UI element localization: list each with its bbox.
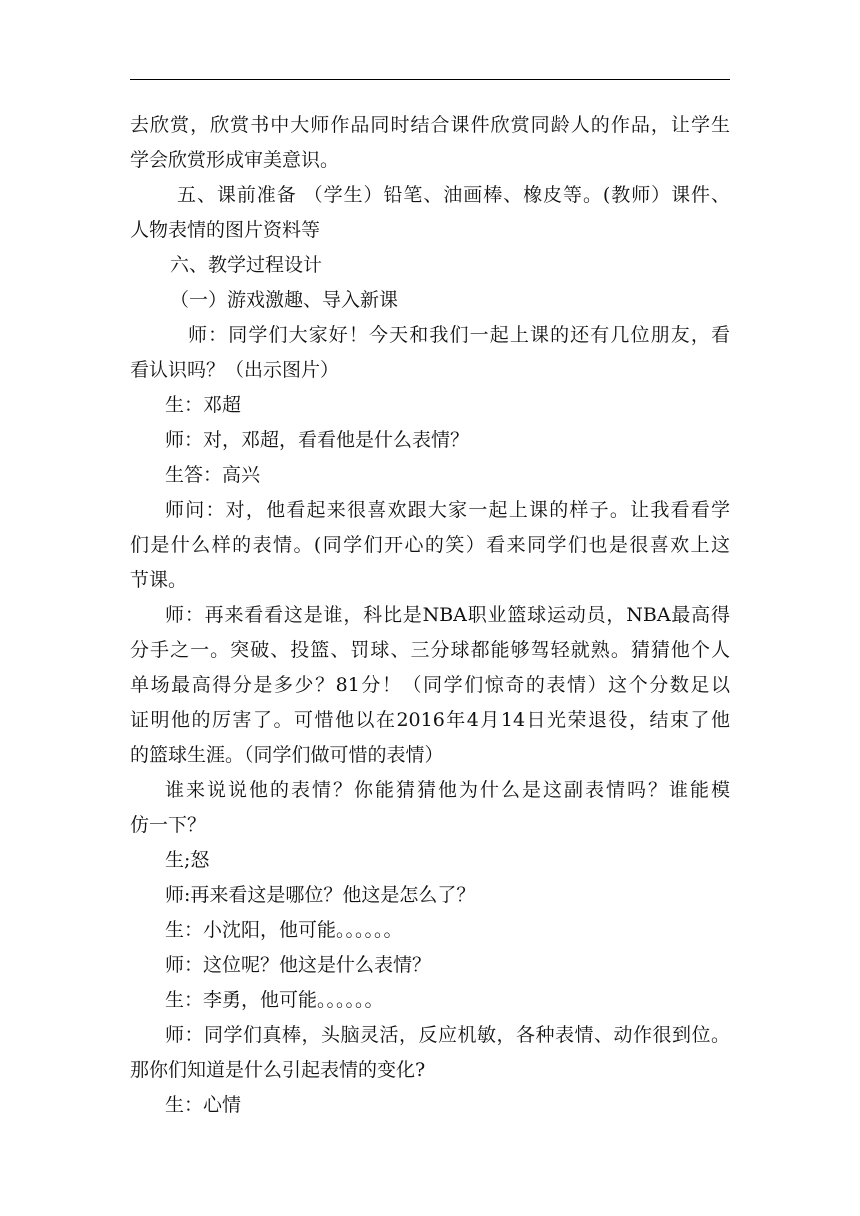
paragraph-line: 生：心情: [165, 1094, 242, 1116]
section-heading: 六、教学过程设计: [170, 254, 323, 276]
paragraph-line: 师问：对，他看起来很喜欢跟大家一起上课的样子。让我看看学: [165, 499, 730, 521]
paragraph-line: 生：李勇，他可能。。。。。。: [165, 989, 384, 1011]
paragraph-line: 看认识吗？（出示图片）: [130, 359, 340, 381]
paragraph-line: 人物表情的图片资料等: [130, 219, 321, 241]
paragraph-line: 五、课前准备 （学生）铅笔、油画棒、橡皮等。(教师）课件、: [177, 184, 730, 206]
paragraph-line: 师：同学们大家好！今天和我们一起上课的还有几位朋友，看: [188, 324, 730, 346]
paragraph-line: 们是什么样的表情。(同学们开心的笑）看来同学们也是很喜欢上这: [130, 534, 730, 556]
paragraph-line: 生：小沈阳，他可能。。。。。。: [165, 919, 403, 941]
paragraph-line: 单场最高得分是多少？81分！（同学们惊奇的表情）这个分数足以: [130, 674, 730, 696]
paragraph-line: 的篮球生涯。（同学们做可惜的表情）: [130, 744, 444, 766]
paragraph-line: 师：再来看看这是谁，科比是NBA职业篮球运动员，NBA最高得: [165, 604, 730, 626]
paragraph-line: 节课。: [130, 569, 188, 591]
paragraph-line: 师:再来看这是哪位？他这是怎么了？: [165, 884, 476, 906]
paragraph-line: 仿一下？: [130, 814, 207, 836]
subsection-heading: （一）游戏激趣、导入新课: [170, 289, 399, 311]
paragraph-line: 师：同学们真棒，头脑灵活，反应机敏，各种表情、动作很到位。: [165, 1024, 730, 1046]
paragraph-line: 去欣赏，欣赏书中大师作品同时结合课件欣赏同龄人的作品，让学生: [130, 114, 730, 136]
paragraph-line: 学会欣赏形成审美意识。: [130, 149, 340, 171]
paragraph-line: 生;怒: [165, 849, 210, 871]
paragraph-line: 生：邓超: [165, 394, 242, 416]
paragraph-line: 生答：高兴: [165, 464, 261, 486]
paragraph-line: 师：对，邓超，看看他是什么表情？: [165, 429, 470, 451]
document-body: [130, 108, 730, 1123]
paragraph-line: 证明他的厉害了。可惜他以在2016年4月14日光荣退役，结束了他: [130, 709, 730, 731]
paragraph-line: 分手之一。突破、投篮、罚球、三分球都能够驾轻就熟。猜猜他个人: [130, 639, 730, 661]
header-rule: [130, 79, 730, 80]
paragraph-line: 谁来说说他的表情？你能猜猜他为什么是这副表情吗？谁能模: [165, 779, 730, 801]
paragraph-line: 师：这位呢？他这是什么表情？: [165, 954, 432, 976]
paragraph-line: 那你们知道是什么引起表情的变化?: [130, 1059, 426, 1081]
